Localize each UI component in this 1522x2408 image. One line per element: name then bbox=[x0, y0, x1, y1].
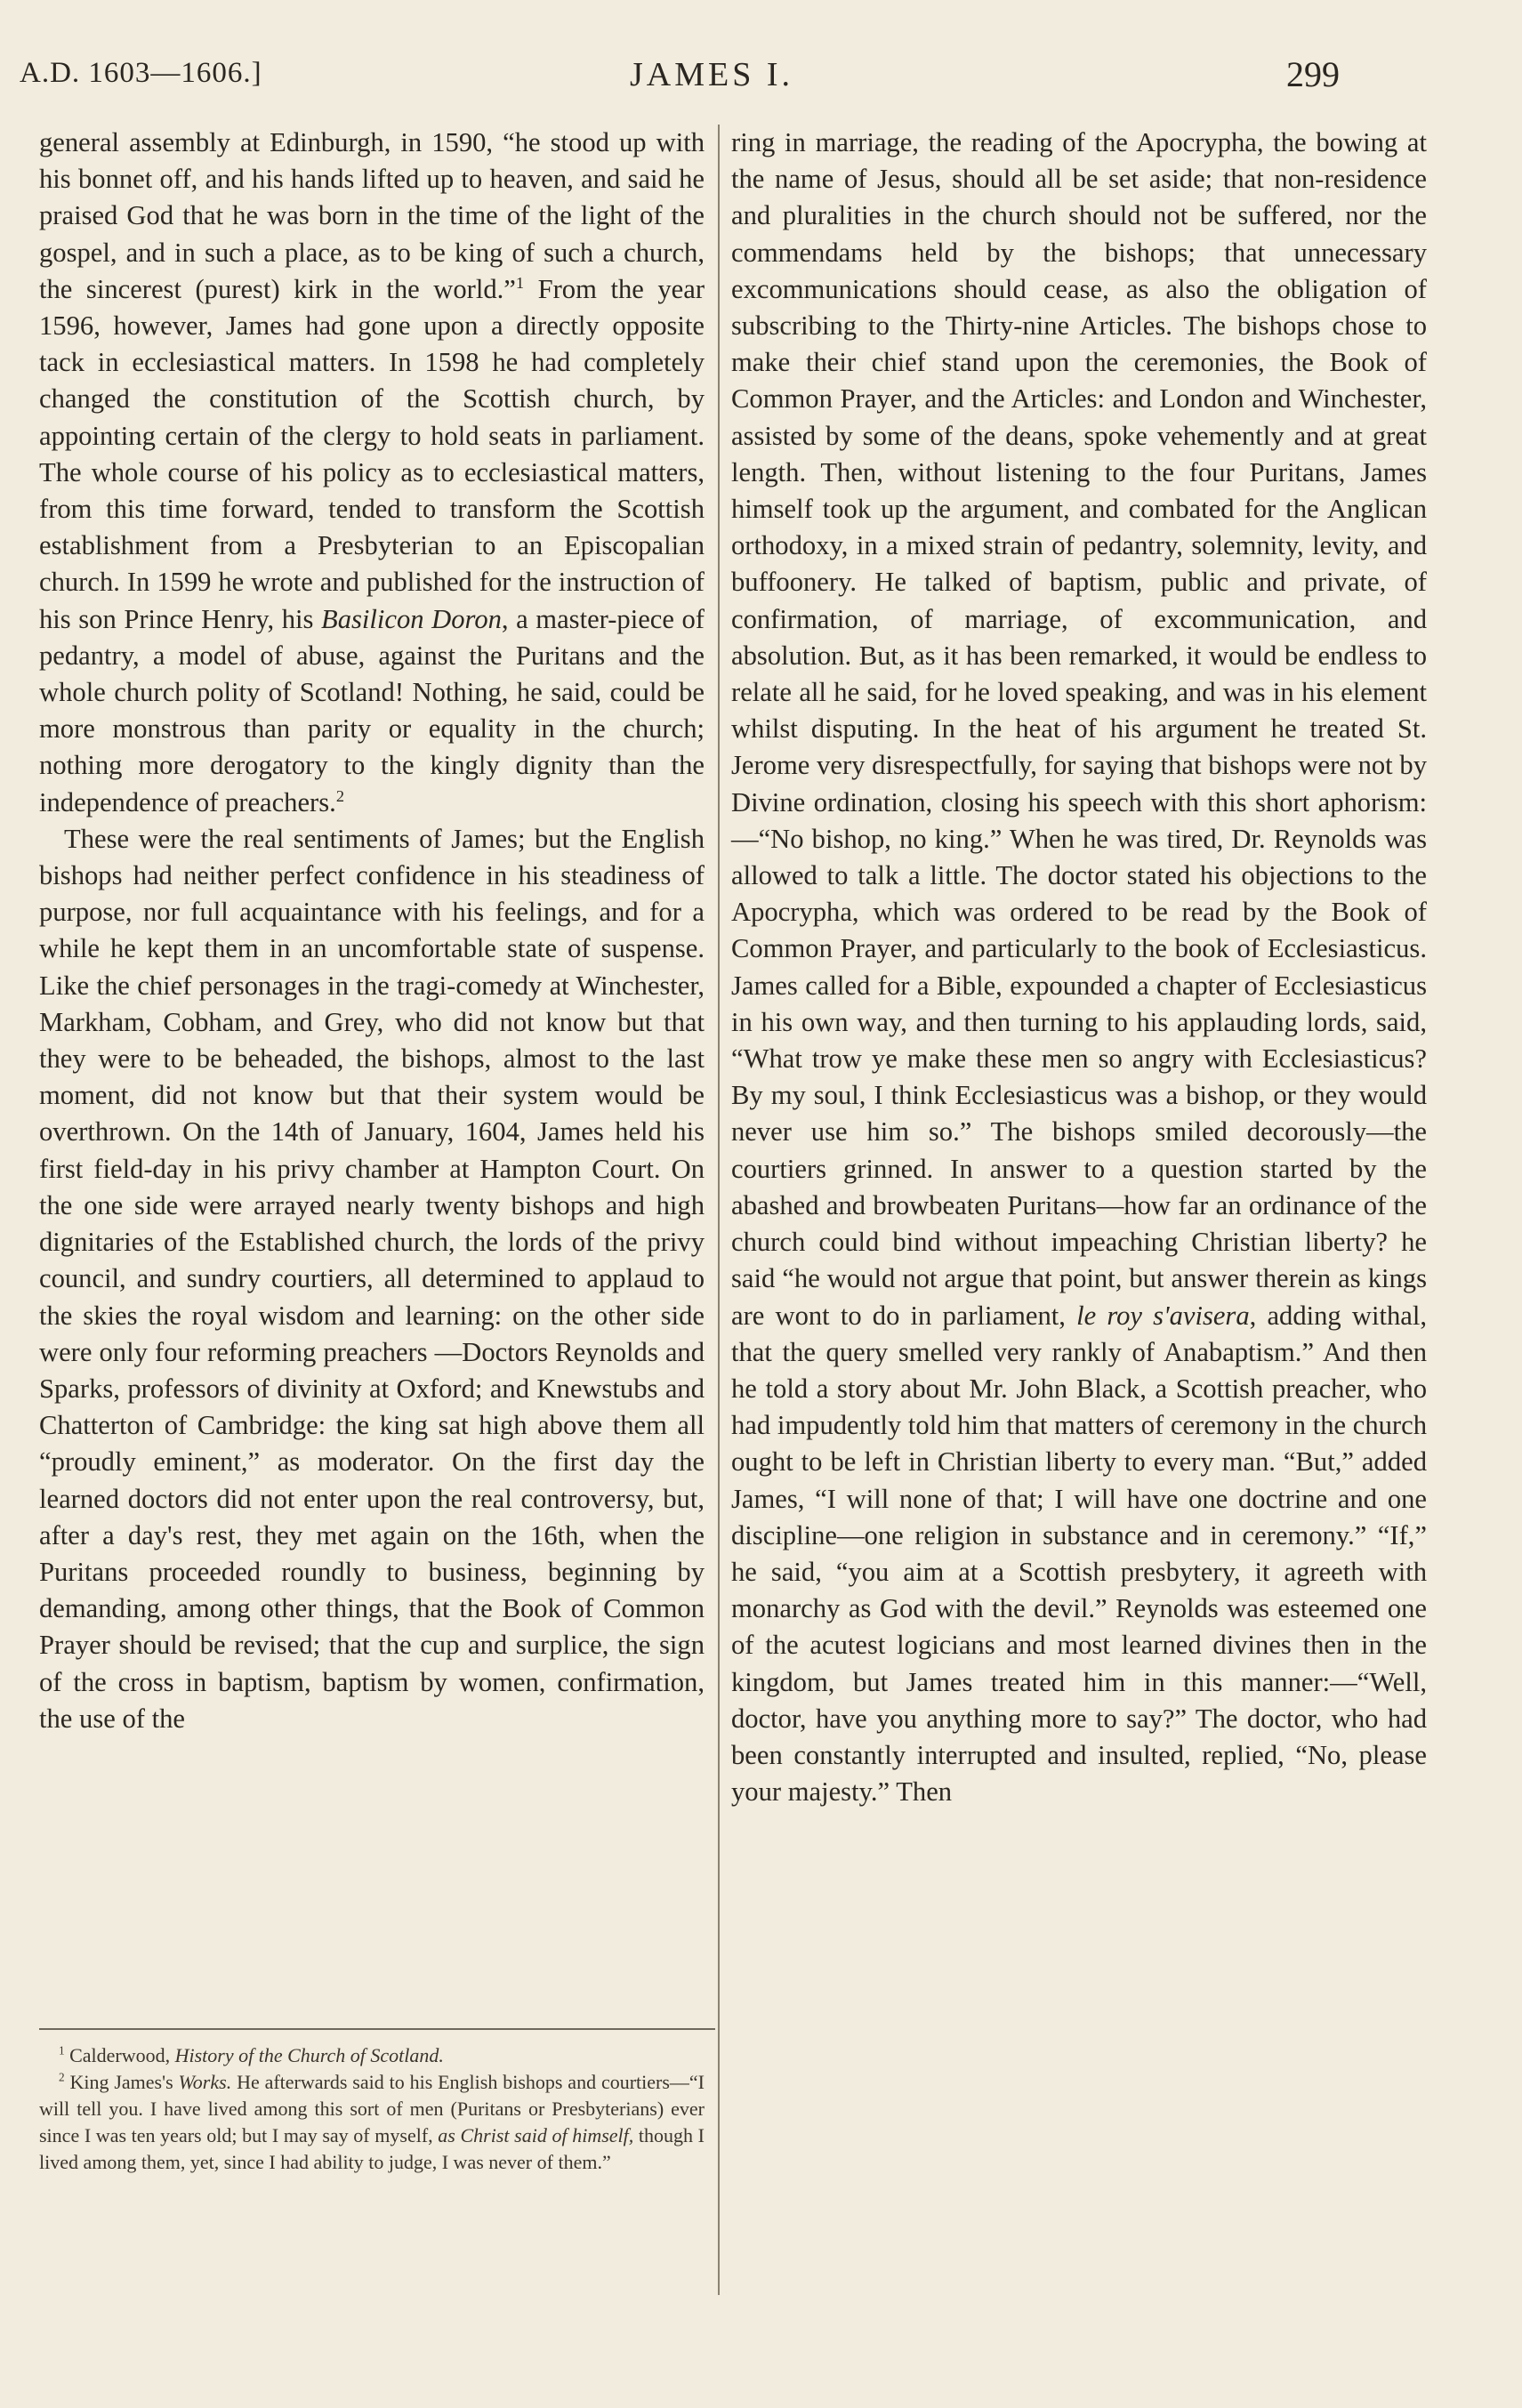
footnote-1 bbox=[39, 2042, 705, 2069]
footnote-marker: 2 bbox=[335, 786, 344, 805]
footnote-quote: as Christ said of himself, bbox=[438, 2124, 634, 2146]
text-run: ring in marriage, the reading of the Apocrypha, the bowing at the name of Jesus, should all be set aside; that non-residence and pluralities in the church should not be suffered, nor the commendams held by the bishops; that unnecessary excommunications should cease, as also the obligation of subscribing to the Thirty-nine Articles. The bishops chose to make their chief stand upon the ceremonies, the Book of Common Prayer, and the Articles: and London and Winchester, assisted by some of the deans, spoke vehemently and at great length. Then, without listening to the four Puritans, James himself took up the argument, and combated for the Anglican orthodoxy, in a mixed strain of pedantry, solemnity, levity, and buffoonery. He talked of baptism, public and private, of confirmation, of marriage, of excommunication, and absolution. But, as it has been remarked, it would be endless to relate all he said, for he loved speaking, and was in his element whilst disputing. In the heat of his argument he treated St. Jerome very disrespectfully, for saying that bishops were not by Divine ordination, closing his speech with this short aphorism:—“No bishop, no king.” When he was tired, Dr. Reynolds was allowed to talk a little. The doctor stated his objections to the Apocrypha, which was ordered to be read by the Book of Common Prayer, and particularly to the book of Ecclesiasticus. James called for a Bible, expounded a chapter of Ecclesiasticus in his own way, and then turning to his applauding lords, said, “What trow ye make these men so angry with Ecclesiasticus? By my soul, I think Ecclesiasticus was a bishop, or they would never use him so.” The bishops smiled decorously—the courtiers grinned. In answer to a question started by the abashed and browbeaten Puritans—how far an ordinance of the church could bind without impeaching Christian liberty? he said “he would not argue that point, but answer therein as kings are wont to do in parliament, bbox=[731, 127, 1427, 1331]
footnote-divider bbox=[39, 2028, 715, 2030]
footnote-text: Calderwood, bbox=[69, 2044, 175, 2066]
column-divider bbox=[718, 125, 720, 2295]
right-column bbox=[731, 125, 1427, 1810]
paragraph bbox=[731, 125, 1427, 1810]
paragraph bbox=[39, 125, 705, 821]
text-run: , a master-piece of pedantry, a model of abuse, against the Puritans and the whole church polity of Scotland! Nothing, he said, could be more monstrous than parity or equality in the church; nothing more derogatory to the kingly dignity than the independence of preachers. bbox=[39, 603, 705, 817]
footnote-title: History of the Church of Scotland. bbox=[174, 2044, 444, 2066]
book-title: Basilicon Doron bbox=[321, 603, 502, 634]
footnote-number: 1 bbox=[59, 2043, 65, 2058]
left-column bbox=[39, 125, 705, 1737]
text-run: , adding withal, that the query smelled very rankly of Anabaptism.” And then he told a story about Mr. John Black, a Scottish preacher, who had impudently told him that matters of ceremony in the church ought to be left in Christian liberty to every man. “But,” added James, “I will none of that; I will have one doctrine and one discipline—one religion in substance and in ceremony.” “If,” he said, “you aim at a Scottish presbytery, it agreeth with monarchy as God with the devil.” Reynolds was esteemed one of the acutest logicians and most learned divines then in the kingdom, but James treated him in this manner:—“Well, doctor, have you anything more to say?” The doctor, who had been constantly interrupted and insulted, replied, “No, please your majesty.” Then bbox=[731, 1300, 1427, 1808]
footnote-text: He afterwards said to his English bishops and courtiers—“I will tell you. I have lived among this sort of men (Puritans or Presbyterians) ever since I was ten years old; but I may say of myself, bbox=[39, 2071, 705, 2146]
paragraph: These were the real sentiments of James; but the English bishops had neither perfect confidence in his steadiness of purpose, nor full acquaintance with his feelings, and for a while he kept them in an uncomfortable state of suspense. Like the chief personages in the tragi-comedy at Winchester, Markham, Cobham, and Grey, who did not know but that they were to be beheaded, the bishops, almost to the last moment, did not know but that their system would be overthrown. On the 14th of January, 1604, James held his first field-day in his privy chamber at Hampton Court. On the one side were arrayed nearly twenty bishops and high dignitaries of the Established church, the lords of the privy council, and sundry courtiers, all determined to applaud to the skies the royal wisdom and learning: on the other side were only four reforming preachers —Doctors Reynolds and Sparks, professors of divinity at Oxford; and Knewstubs and Chatterton of Cambridge: the king sat high above them all “proudly eminent,” as moderator. On the first day the learned doctors did not enter upon the real controversy, but, after a day's rest, they met again on the 16th, when the Puritans proceeded roundly to business, beginning by demanding, among other things, that the Book of Common Prayer should be revised; that the cup and surplice, the sign of the cross in baptism, baptism by women, confirmation, the use of the bbox=[39, 823, 705, 1734]
running-header bbox=[0, 52, 1522, 105]
footnote-title: Works. bbox=[178, 2071, 232, 2093]
footnote-text: King James's bbox=[69, 2071, 179, 2093]
text-run: From the year 1596, however, James had gone upon a directly opposite tack in ecclesiastical matters. In 1598 he had completely changed the constitution of the Scottish church, by appointing certain of the clergy to hold seats in parliament. The whole course of his policy as to ecclesiastical matters, from this time forward, tended to transform the Scottish establishment from a Presbyterian to an Episcopalian church. In 1599 he wrote and published for the instruction of his son Prince Henry, his bbox=[39, 273, 705, 634]
page-number: 299 bbox=[1286, 54, 1340, 94]
italic-phrase: le roy s'avisera bbox=[1076, 1300, 1250, 1331]
footnotes bbox=[39, 2042, 705, 2176]
header-date-range: A.D. 1603—1606.] bbox=[20, 57, 262, 89]
footnote-text: though I lived among them, yet, since I had ability to judge, I was never of them.” bbox=[39, 2124, 705, 2173]
text-run: general assembly at Edinburgh, in 1590, “he stood up with his bonnet off, and his hands lifted up to heaven, and said he praised God that he was born in the time of the light of the gospel, and in such a place, as to be king of such a church, the sincerest (purest) kirk in the world.” bbox=[39, 127, 705, 304]
header-title: JAMES I. bbox=[630, 56, 794, 93]
footnote-marker: 1 bbox=[515, 273, 525, 292]
footnote-number: 2 bbox=[59, 2070, 65, 2084]
footnote-2 bbox=[39, 2069, 705, 2176]
